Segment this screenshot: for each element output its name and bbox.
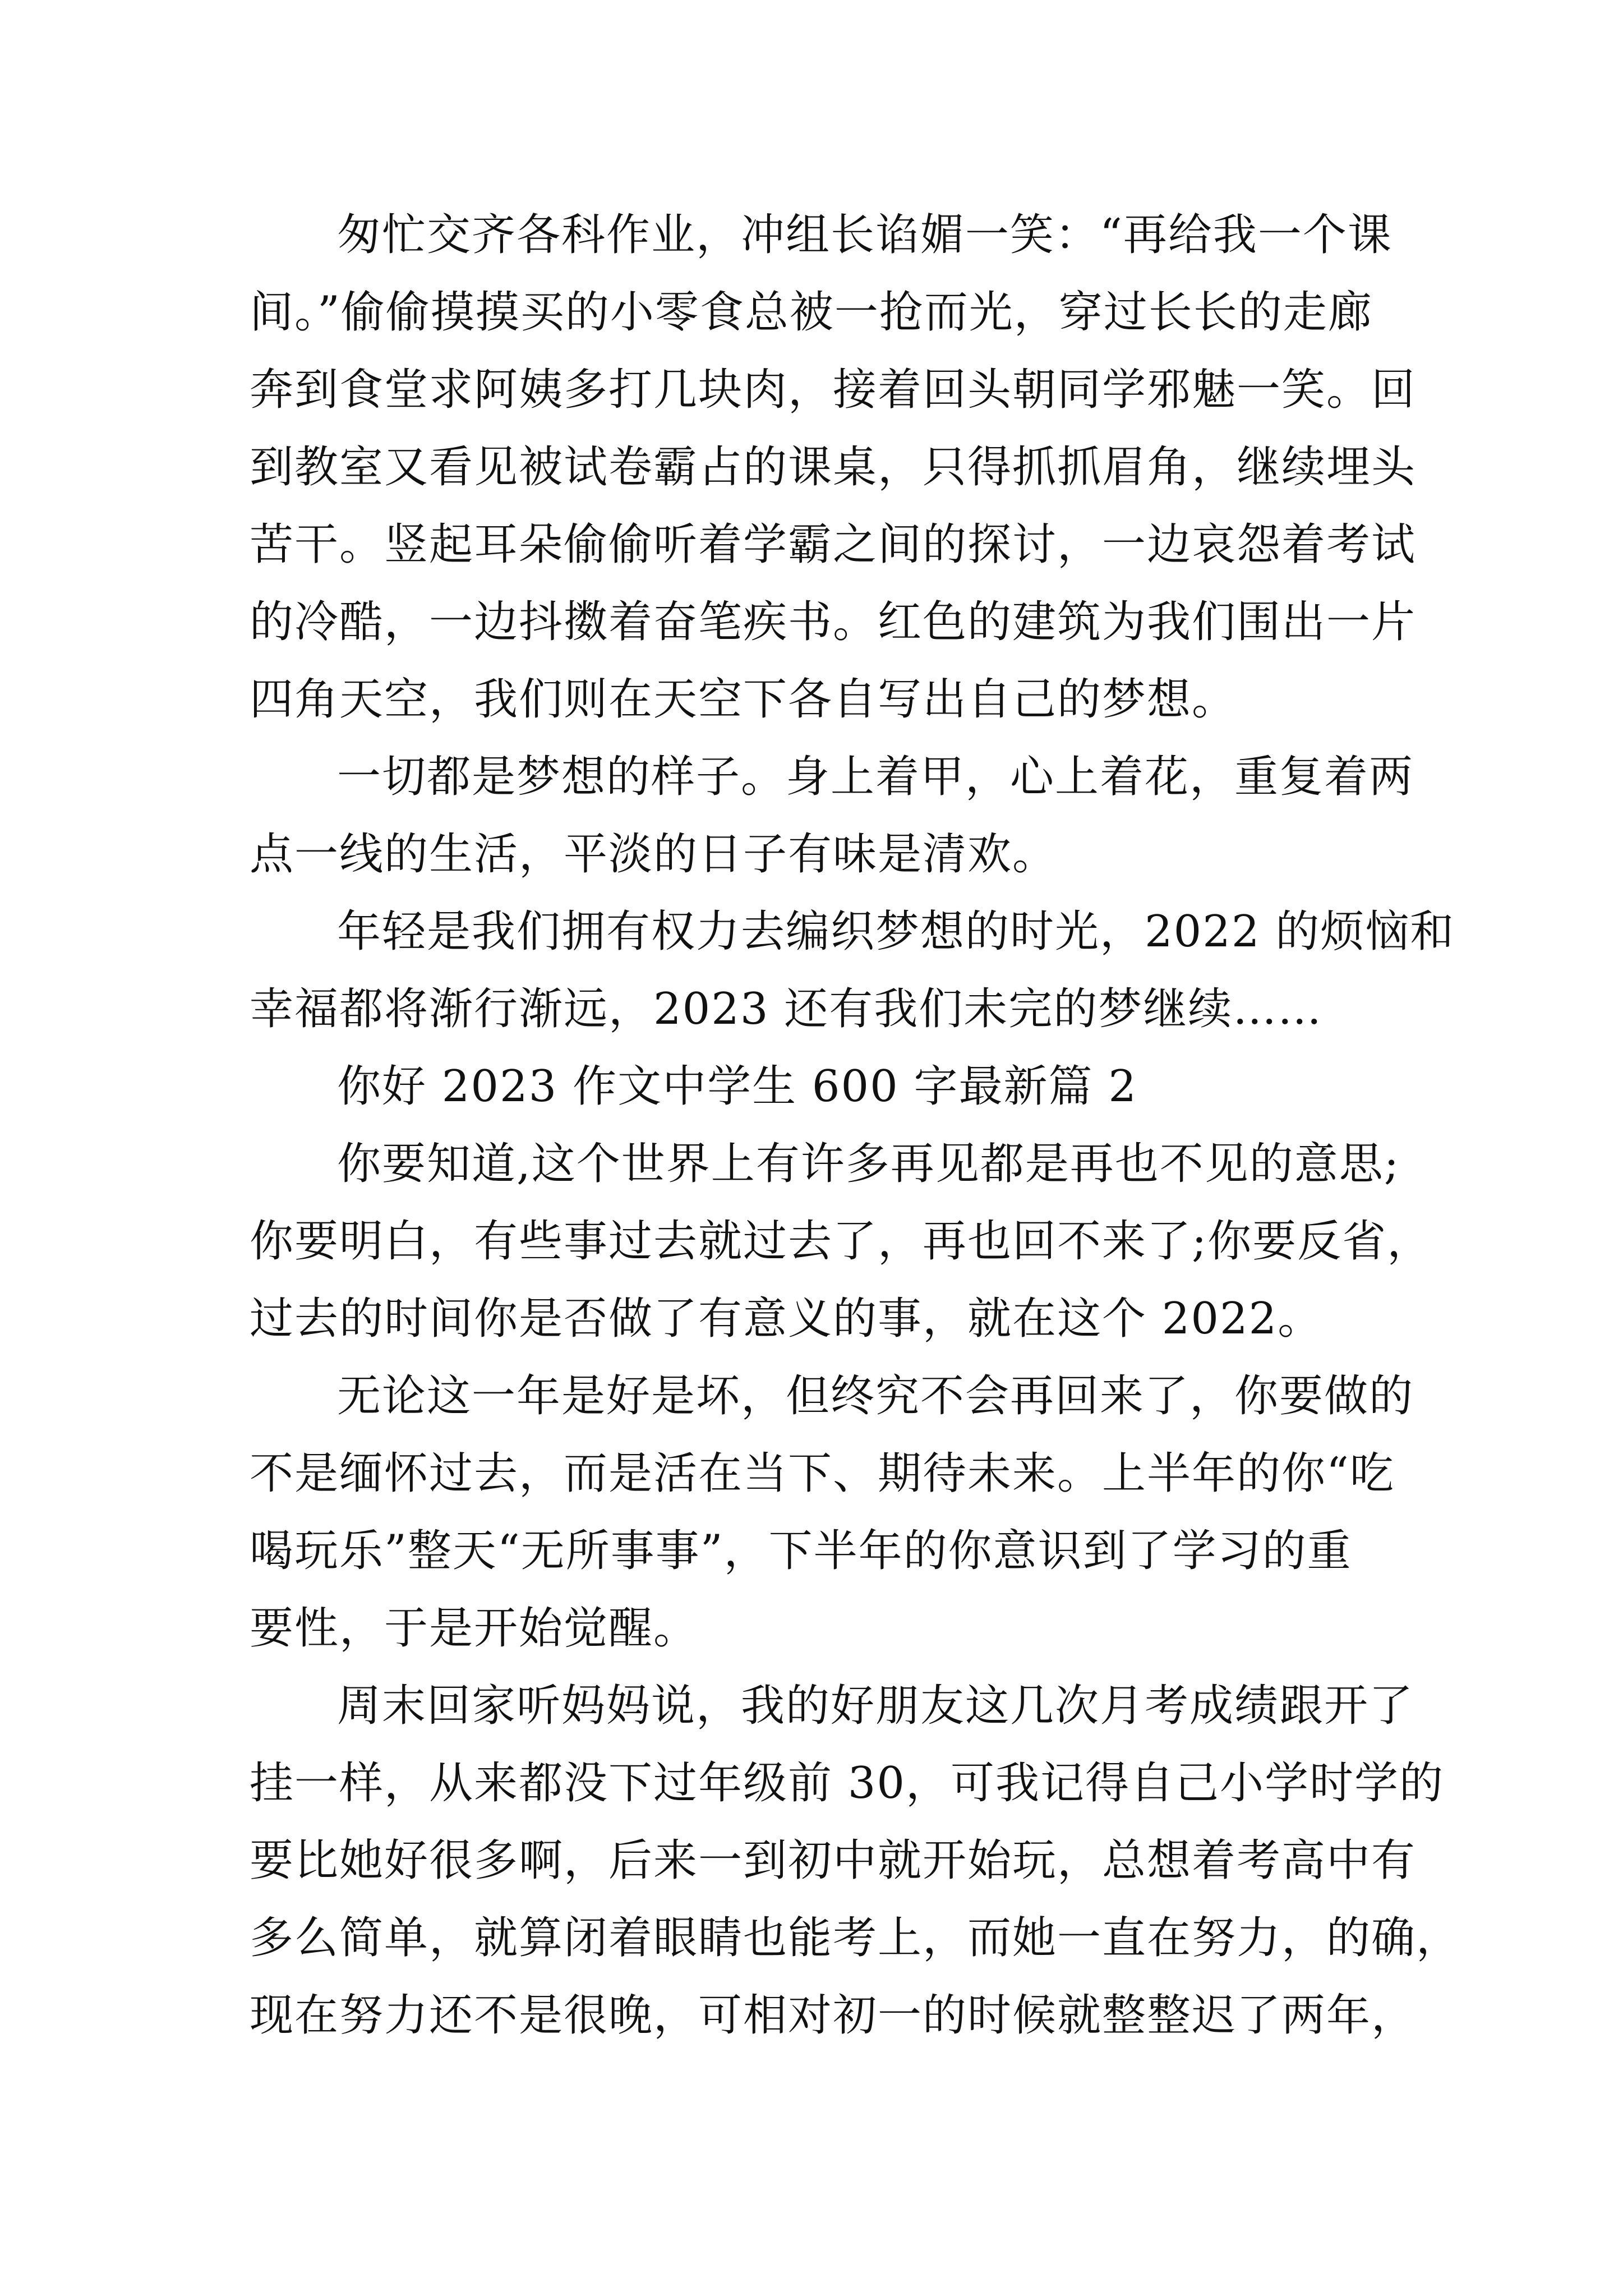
text-line: 过去的时间你是否做了有意义的事，就在这个 2022。 <box>250 1294 1323 1344</box>
text-line: 奔到食堂求阿姨多打几块肉，接着回头朝同学邪魅一笑。回 <box>250 365 1417 415</box>
text-line: 挂一样，从来都没下过年级前 30，可我记得自己小学时学的 <box>250 1758 1445 1809</box>
text-line: 苦干。竖起耳朵偷偷听着学霸之间的探讨，一边哀怨着考试 <box>250 519 1417 570</box>
text-line: 到教室又看见被试卷霸占的课桌，只得抓抓眉角，继续埋头 <box>250 442 1417 493</box>
text-line: 多么简单，就算闭着眼睛也能考上，而她一直在努力，的确， <box>250 1913 1461 1963</box>
text-line: 点一线的生活，平淡的日子有味是清欢。 <box>250 829 1058 880</box>
text-line: 喝玩乐”整天“无所事事”，下半年的你意识到了学习的重 <box>250 1526 1352 1576</box>
paragraph-5 <box>250 1358 1414 1667</box>
paragraph-1 <box>250 196 1417 738</box>
text-line: 要性，于是开始觉醒。 <box>250 1603 699 1654</box>
paragraph-2 <box>250 738 1414 893</box>
text-line: 无论这一年是好是坏，但终究不会再回来了，你要做的 <box>337 1371 1414 1421</box>
text-line: 四角天空，我们则在天空下各自写出自己的梦想。 <box>250 674 1237 725</box>
text-line: 现在努力还不是很晚，可相对初一的时候就整整迟了两年， <box>250 1990 1417 2041</box>
paragraph-3 <box>250 893 1455 1048</box>
text-line: 一切都是梦想的样子。身上着甲，心上着花，重复着两 <box>337 752 1414 802</box>
paragraph-4 <box>250 1125 1432 1358</box>
section-heading: 你好 2023 作文中学生 600 字最新篇 2 <box>337 1061 1137 1112</box>
text-line: 要比她好很多啊，后来一到初中就开始玩，总想着考高中有 <box>250 1835 1417 1886</box>
paragraph-6 <box>250 1667 1461 2054</box>
text-line: 你要明白，有些事过去就过去了，再也回不来了;你要反省， <box>250 1216 1432 1267</box>
text-line: 的冷酷，一边抖擞着奋笔疾书。红色的建筑为我们围出一片 <box>250 597 1417 647</box>
text-line: 匆忙交齐各科作业，冲组长谄媚一笑：“再给我一个课 <box>337 210 1393 260</box>
text-line: 幸福都将渐行渐远，2023 还有我们未完的梦继续…… <box>250 984 1323 1034</box>
body-text <box>250 196 1461 2054</box>
text-line: 间。”偷偷摸摸买的小零食总被一抢而光，穿过长长的走廊 <box>250 287 1373 338</box>
text-line: 年轻是我们拥有权力去编织梦想的时光，2022 的烦恼和 <box>337 907 1455 957</box>
text-line: 周末回家听妈妈说，我的好朋友这几次月考成绩跟开了 <box>337 1681 1414 1731</box>
text-line: 你要知道,这个世界上有许多再见都是再也不见的意思; <box>337 1139 1400 1189</box>
text-line: 不是缅怀过去，而是活在当下、期待未来。上半年的你“吃 <box>250 1448 1395 1499</box>
